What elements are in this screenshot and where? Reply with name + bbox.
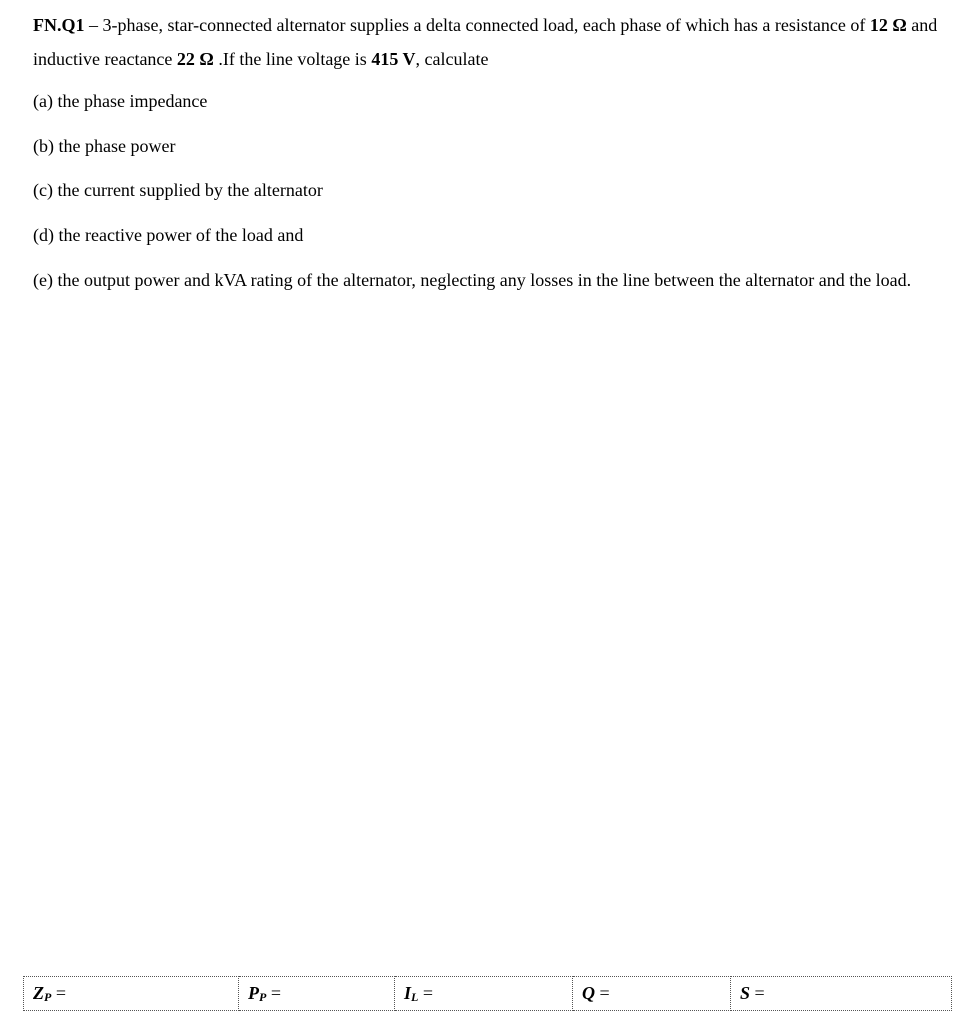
- answer-equals: =: [595, 982, 610, 1003]
- answer-symbol: Q: [582, 982, 595, 1003]
- answer-subscript: L: [411, 989, 419, 1004]
- answer-table: [23, 976, 952, 1011]
- part-a: (a) the phase impedance: [33, 91, 208, 111]
- answer-symbol: P: [248, 982, 259, 1003]
- resistance-value: 12 Ω: [869, 15, 907, 35]
- answer-equals: =: [750, 982, 765, 1003]
- answer-subscript: P: [44, 989, 52, 1004]
- part-b: (b) the phase power: [33, 136, 176, 156]
- question-text-2: and inductive reactance: [33, 15, 938, 69]
- question-dash: –: [84, 15, 103, 35]
- answer-row: [24, 977, 952, 1011]
- answer-symbol: Z: [33, 982, 44, 1003]
- answer-cell-q[interactable]: [573, 977, 731, 1011]
- question-text-1: 3-phase, star-connected alternator supplies a delta connected load, each phase of which has a resistance of: [102, 15, 870, 35]
- answer-subscript: P: [259, 989, 267, 1004]
- answer-symbol: I: [404, 982, 412, 1003]
- answer-equals: =: [418, 982, 434, 1003]
- answer-cell-il[interactable]: [395, 977, 573, 1011]
- part-c: (c) the current supplied by the alternator: [33, 180, 323, 200]
- question-text-4: , calculate: [415, 49, 489, 69]
- answer-equals: =: [266, 982, 281, 1003]
- question-statement: [33, 8, 953, 76]
- question-text-3: .If the line voltage is: [213, 49, 372, 69]
- answer-equals: =: [51, 982, 66, 1003]
- reactance-value: 22 Ω: [176, 49, 214, 69]
- question-label: FN.Q1: [33, 15, 85, 35]
- answer-cell-s[interactable]: [731, 977, 952, 1011]
- part-d: (d) the reactive power of the load and: [33, 225, 304, 245]
- answer-symbol: S: [740, 982, 751, 1003]
- part-e: (e) the output power and kVA rating of the alternator, neglecting any losses in the line between the alternator and the load.: [33, 270, 912, 290]
- answer-cell-zp[interactable]: [24, 977, 239, 1011]
- answer-cell-pp[interactable]: [239, 977, 395, 1011]
- line-voltage-value: 415 V: [371, 49, 416, 69]
